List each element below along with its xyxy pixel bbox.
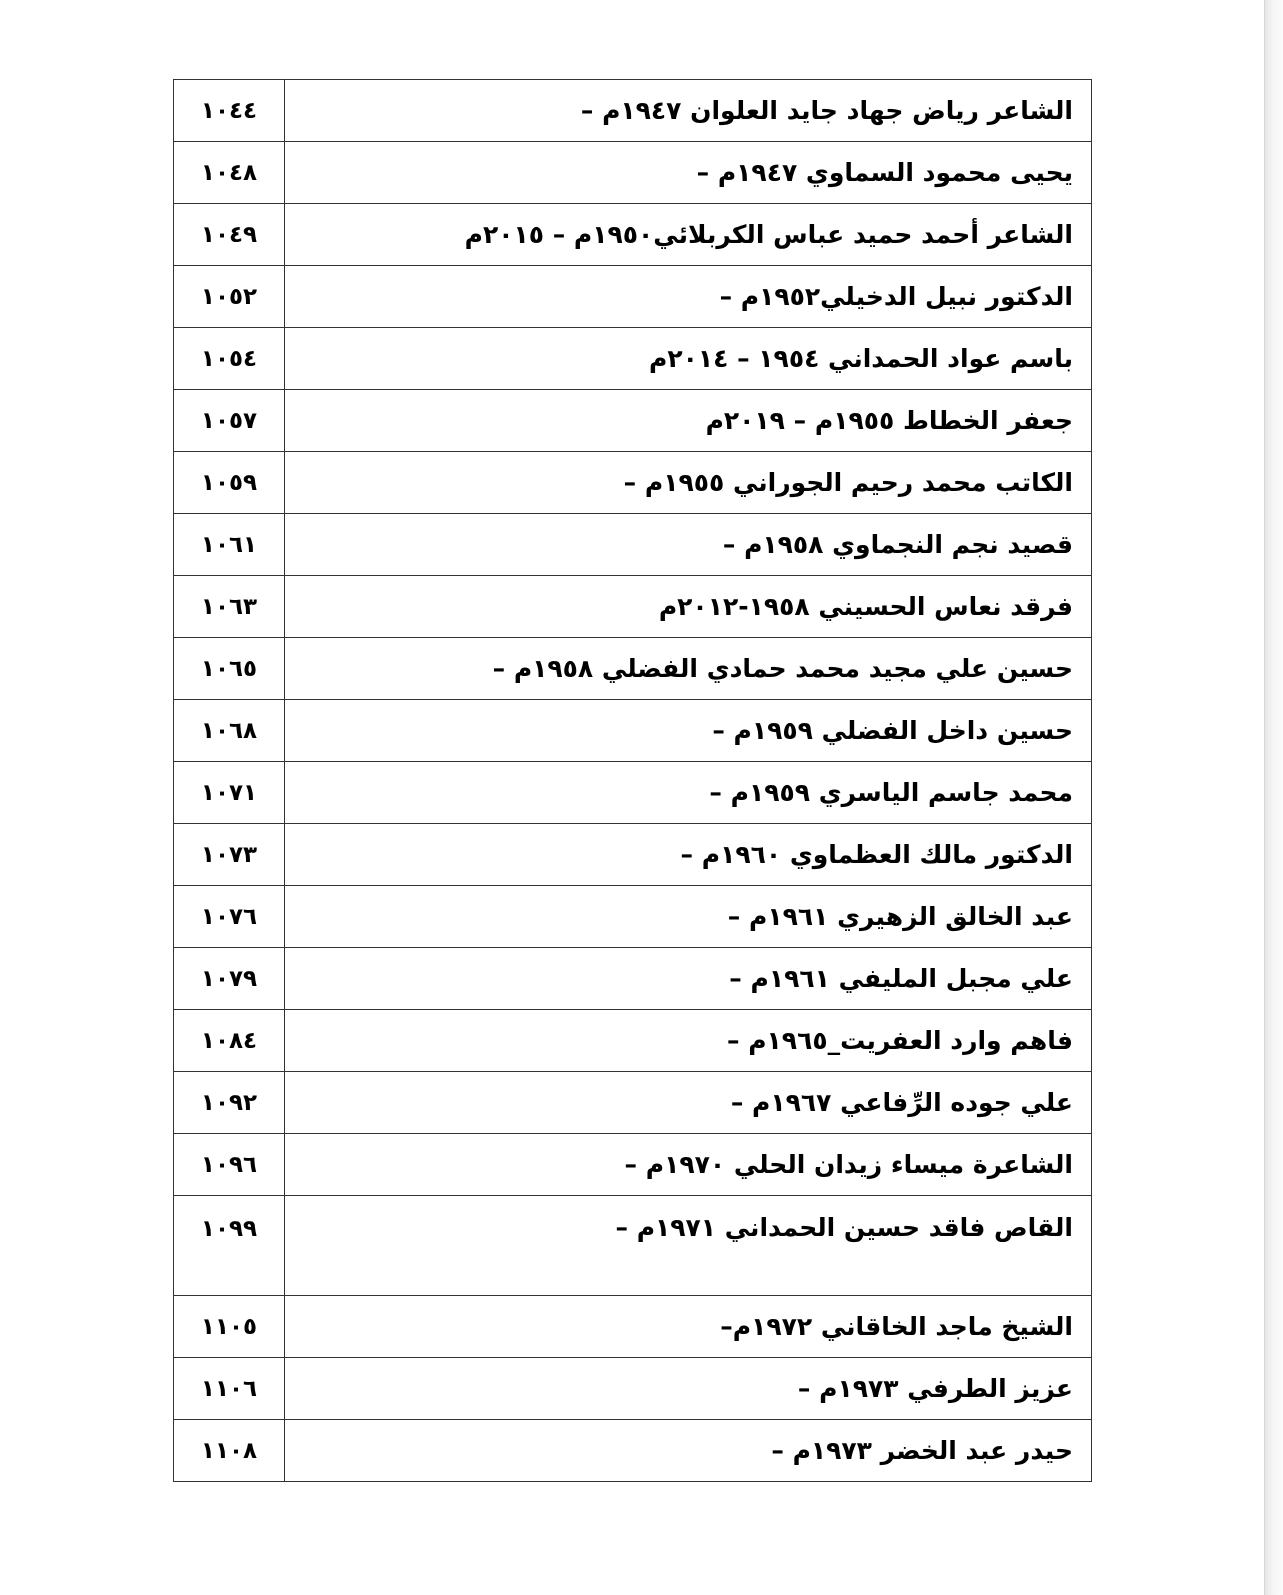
table-row	[174, 1358, 1092, 1420]
table-row	[174, 1296, 1092, 1358]
page-number: ١١٠٥	[174, 1296, 285, 1358]
page-number: ١٠٥٤	[174, 328, 285, 390]
entry-name: حسين علي مجيد محمد حمادي الفضلي ١٩٥٨م –	[285, 638, 1092, 700]
table-row	[174, 328, 1092, 390]
entry-name: حيدر عبد الخضر ١٩٧٣م –	[285, 1420, 1092, 1482]
page-number: ١٠٥٢	[174, 266, 285, 328]
page-number: ١٠٦٥	[174, 638, 285, 700]
page-number: ١٠٦٨	[174, 700, 285, 762]
entry-name: فرقد نعاس الحسيني ١٩٥٨-٢٠١٢م	[285, 576, 1092, 638]
page-number: ١٠٩٦	[174, 1134, 285, 1196]
entry-name: الدكتور مالك العظماوي ١٩٦٠م –	[285, 824, 1092, 886]
table-row	[174, 142, 1092, 204]
table-row	[174, 1196, 1092, 1296]
entry-name: الدكتور نبيل الدخيلي١٩٥٢م –	[285, 266, 1092, 328]
entry-name: الشاعرة ميساء زيدان الحلي ١٩٧٠م –	[285, 1134, 1092, 1196]
page-number: ١٠٧٣	[174, 824, 285, 886]
table-row	[174, 452, 1092, 514]
index-table	[173, 79, 1092, 1482]
table-row	[174, 1010, 1092, 1072]
table-row	[174, 576, 1092, 638]
table-row	[174, 390, 1092, 452]
entry-name: فاهم وارد العفريت_١٩٦٥م –	[285, 1010, 1092, 1072]
page-number: ١٠٤٩	[174, 204, 285, 266]
entry-name: عبد الخالق الزهيري ١٩٦١م –	[285, 886, 1092, 948]
page-number: ١٠٧٦	[174, 886, 285, 948]
page-number: ١٠٤٤	[174, 80, 285, 142]
entry-name: يحيى محمود السماوي ١٩٤٧م –	[285, 142, 1092, 204]
entry-name: الشيخ ماجد الخاقاني ١٩٧٢م–	[285, 1296, 1092, 1358]
table-row	[174, 80, 1092, 142]
page-number: ١٠٧١	[174, 762, 285, 824]
table-row	[174, 886, 1092, 948]
page-number: ١٠٩٢	[174, 1072, 285, 1134]
table-row	[174, 1420, 1092, 1482]
table-row	[174, 204, 1092, 266]
page-number: ١٠٩٩	[174, 1196, 285, 1296]
entry-name: علي مجبل المليفي ١٩٦١م –	[285, 948, 1092, 1010]
table-row	[174, 824, 1092, 886]
table-row	[174, 266, 1092, 328]
table-row	[174, 762, 1092, 824]
page-number: ١٠٤٨	[174, 142, 285, 204]
table-row	[174, 1134, 1092, 1196]
page-edge	[1264, 0, 1283, 1595]
page-number: ١٠٨٤	[174, 1010, 285, 1072]
entry-name: الشاعر رياض جهاد جايد العلوان ١٩٤٧م –	[285, 80, 1092, 142]
page-number: ١٠٧٩	[174, 948, 285, 1010]
entry-name: الكاتب محمد رحيم الجوراني ١٩٥٥م –	[285, 452, 1092, 514]
page-number: ١١٠٨	[174, 1420, 285, 1482]
page-number: ١٠٦٣	[174, 576, 285, 638]
entry-name: قصيد نجم النجماوي ١٩٥٨م –	[285, 514, 1092, 576]
entry-name: محمد جاسم الياسري ١٩٥٩م –	[285, 762, 1092, 824]
page-number: ١٠٥٩	[174, 452, 285, 514]
entry-name: جعفر الخطاط ١٩٥٥م – ٢٠١٩م	[285, 390, 1092, 452]
entry-name: حسين داخل الفضلي ١٩٥٩م –	[285, 700, 1092, 762]
table-row	[174, 1072, 1092, 1134]
table-row	[174, 700, 1092, 762]
page-number: ١١٠٦	[174, 1358, 285, 1420]
entry-name: علي جوده الرِّفاعي ١٩٦٧م –	[285, 1072, 1092, 1134]
entry-name: باسم عواد الحمداني ١٩٥٤ – ٢٠١٤م	[285, 328, 1092, 390]
entry-name: عزيز الطرفي ١٩٧٣م –	[285, 1358, 1092, 1420]
entry-name: الشاعر أحمد حميد عباس الكربلائي١٩٥٠م – ٢٠١٥م	[285, 204, 1092, 266]
table-row	[174, 638, 1092, 700]
page-number: ١٠٥٧	[174, 390, 285, 452]
page-number: ١٠٦١	[174, 514, 285, 576]
entry-name: القاص فاقد حسين الحمداني ١٩٧١م –	[285, 1196, 1092, 1296]
table-row	[174, 514, 1092, 576]
table-row	[174, 948, 1092, 1010]
